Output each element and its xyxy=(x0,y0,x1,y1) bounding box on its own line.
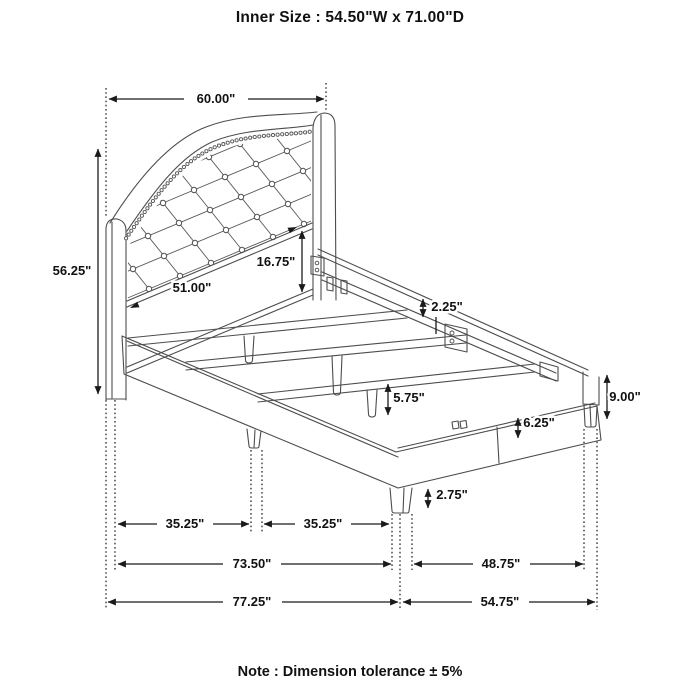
slat-2 xyxy=(186,335,466,370)
tufted-panel xyxy=(0,18,388,305)
near-rail-mid-leg xyxy=(247,429,261,448)
dim-overall-width: 54.75" xyxy=(480,594,520,609)
dim-headboard-height: 56.25" xyxy=(52,263,92,278)
page-title: Inner Size : 54.50"W x 71.00"D xyxy=(235,9,465,26)
front-corner-leg xyxy=(390,488,412,513)
dim-leg-span-rear: 35.25" xyxy=(165,516,205,531)
dim-inner-length: 73.50" xyxy=(232,556,272,571)
center-leg-3 xyxy=(367,390,377,417)
dim-overall-length: 77.25" xyxy=(232,594,272,609)
dim-headboard-inner-width: 51.00" xyxy=(172,280,212,295)
dim-inner-width-span: 48.75" xyxy=(481,556,521,571)
center-leg-1 xyxy=(244,336,254,363)
dim-headboard-width: 60.00" xyxy=(196,91,236,106)
dim-support-rail-thickness: 2.25" xyxy=(431,299,463,314)
tolerance-note: Note : Dimension tolerance ± 5% xyxy=(237,664,463,680)
dim-foot-leg-height: 2.75" xyxy=(436,487,468,502)
headboard-left-leg xyxy=(106,219,126,400)
near-side-rail xyxy=(122,336,398,488)
center-support-rail xyxy=(322,272,556,381)
dim-panel-to-rail: 16.75" xyxy=(256,254,296,269)
dim-frame-height: 9.00" xyxy=(609,389,641,404)
headboard-inner-curve xyxy=(127,125,313,231)
dim-leg-span-front: 35.25" xyxy=(303,516,343,531)
dim-center-leg-height: 5.75" xyxy=(393,390,425,405)
headboard-drawing xyxy=(0,18,388,400)
dimension-annotations xyxy=(53,91,641,609)
center-leg-2 xyxy=(332,356,342,395)
right-corner-post xyxy=(583,372,599,405)
foot-bracket xyxy=(540,362,558,381)
dim-side-rail-height: 6.25" xyxy=(523,415,555,430)
slat-1 xyxy=(128,310,407,346)
